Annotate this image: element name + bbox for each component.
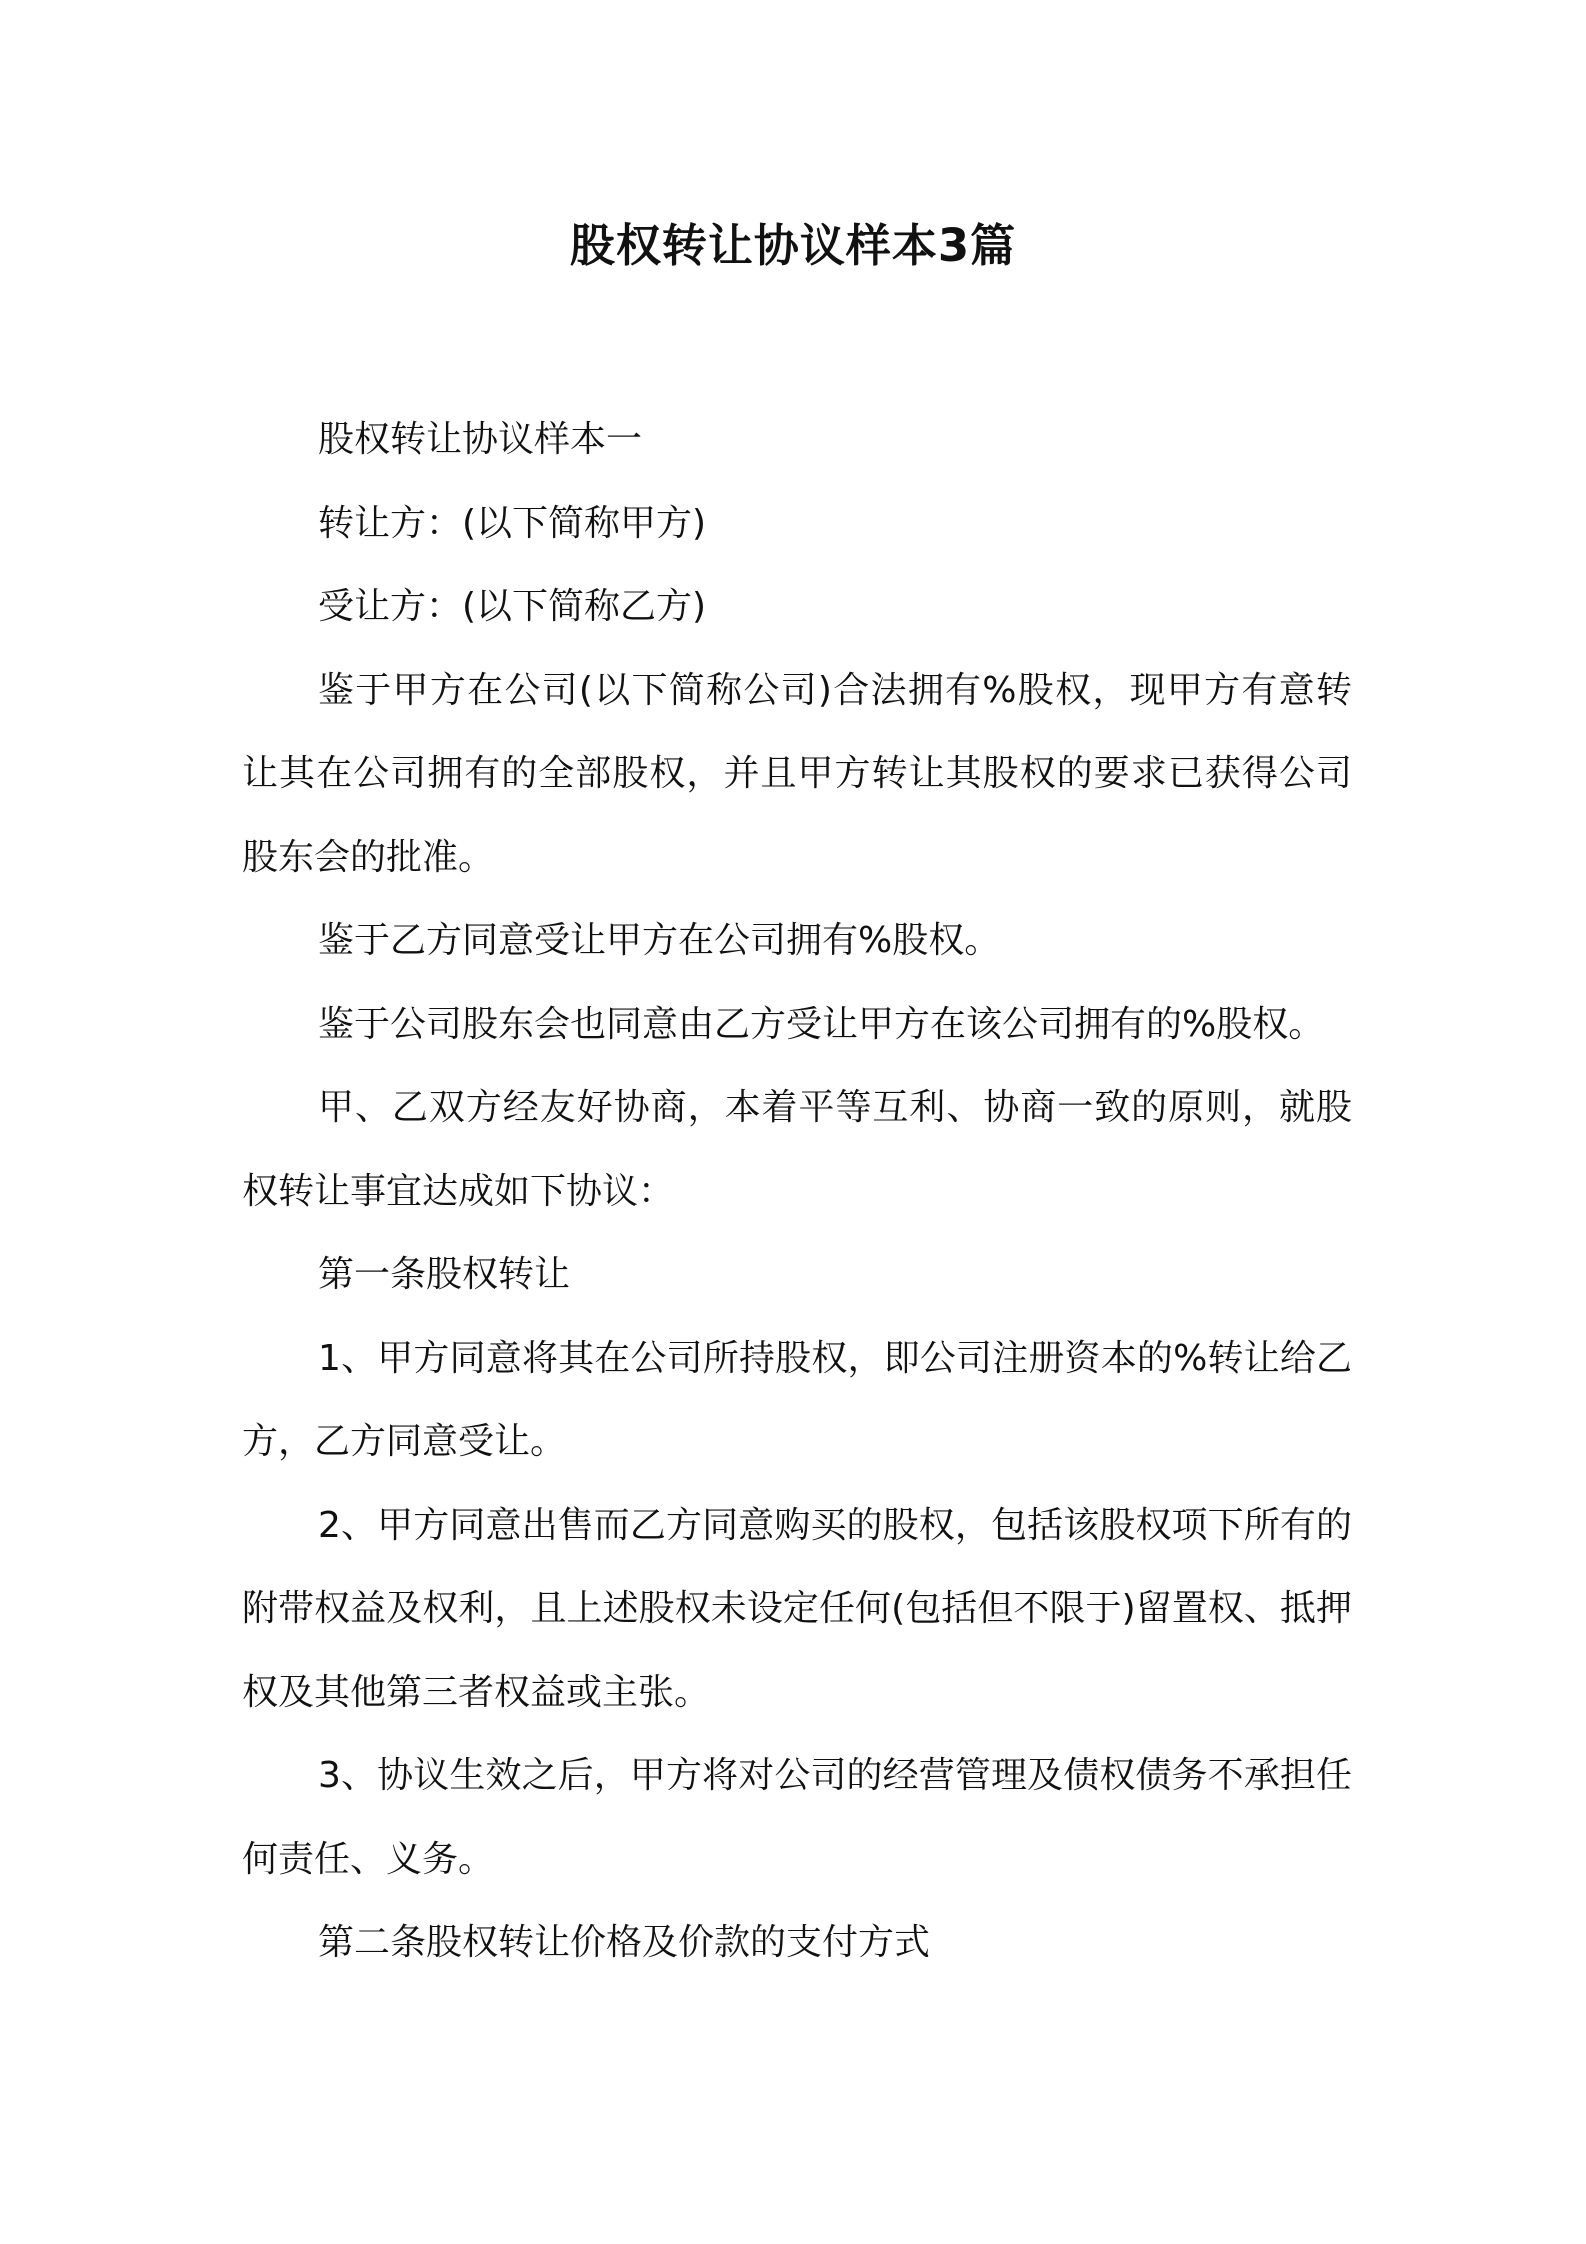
document-title: 股权转让协议样本3篇	[569, 219, 1017, 272]
clause-paragraph: 2、甲方同意出售而乙方同意购买的股权，包括该股权项下所有的附带权益及权利，且上述股权未设定任何(包括但不限于)留置权、抵押权及其他第三者权益或主张。	[242, 1504, 1352, 1713]
transferor-line: 转让方：(以下简称甲方)	[318, 502, 707, 544]
section-heading-sample-one: 股权转让协议样本一	[318, 419, 643, 460]
clause-paragraph: 3、协议生效之后，甲方将对公司的经营管理及债权债务不承担任何责任、义务。	[242, 1755, 1352, 1880]
recital-paragraph: 鉴于公司股东会也同意由乙方受让甲方在该公司拥有的%股权。	[318, 1003, 1325, 1045]
recital-paragraph: 鉴于乙方同意受让甲方在公司拥有%股权。	[318, 920, 1001, 961]
agreement-intro-paragraph: 甲、乙双方经友好协商，本着平等互利、协商一致的原则，就股权转让事宜达成如下协议：	[242, 1087, 1352, 1212]
recital-paragraph: 鉴于甲方在公司(以下简称公司)合法拥有%股权，现甲方有意转让其在公司拥有的全部股权，并且甲方转让其股权的要求已获得公司股东会的批准。	[242, 669, 1352, 878]
transferee-line: 受让方：(以下简称乙方)	[318, 586, 707, 627]
article-heading: 第二条股权转让价格及价款的支付方式	[318, 1922, 931, 1963]
article-heading: 第一条股权转让	[318, 1254, 571, 1295]
clause-paragraph: 1、甲方同意将其在公司所持股权，即公司注册资本的%转让给乙方，乙方同意受让。	[242, 1337, 1352, 1462]
document-body	[242, 398, 1352, 1985]
